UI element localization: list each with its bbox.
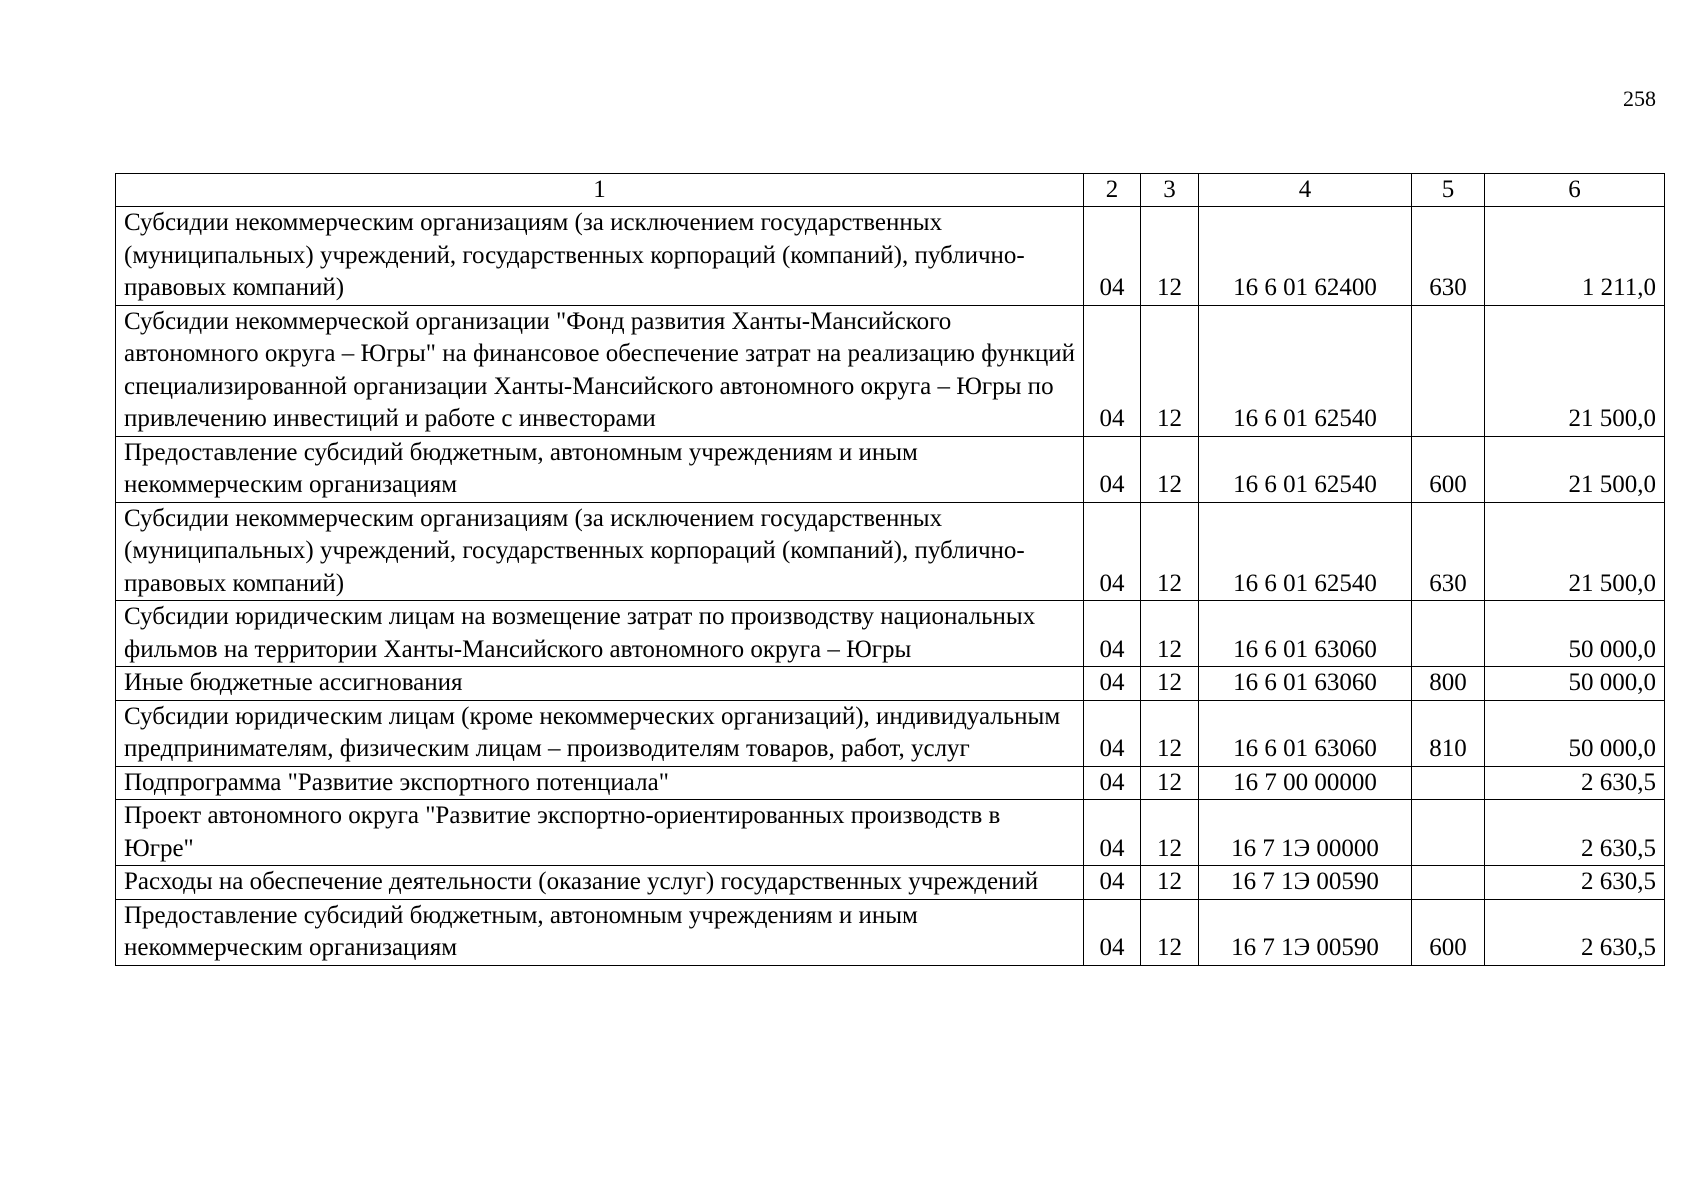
row-section: 04 [1084, 502, 1141, 601]
row-section: 04 [1084, 766, 1141, 800]
row-amount: 21 500,0 [1485, 436, 1665, 502]
row-target-article: 16 6 01 62540 [1199, 305, 1412, 436]
column-header: 4 [1199, 174, 1412, 207]
row-expense-type: 600 [1412, 899, 1485, 965]
row-amount: 50 000,0 [1485, 667, 1665, 701]
row-subsection: 12 [1141, 899, 1199, 965]
row-amount: 2 630,5 [1485, 899, 1665, 965]
table-row [116, 700, 1665, 766]
row-name: Предоставление субсидий бюджетным, автономным учреждениям и иным некоммерческим организациям [116, 436, 1084, 502]
row-subsection: 12 [1141, 766, 1199, 800]
row-amount: 21 500,0 [1485, 305, 1665, 436]
row-name: Субсидии юридическим лицам на возмещение затрат по производству национальных фильмов на территории Ханты-Мансийского автономного округа – Югры [116, 601, 1084, 667]
row-name: Расходы на обеспечение деятельности (оказание услуг) государственных учреждений [116, 866, 1084, 900]
row-section: 04 [1084, 866, 1141, 900]
row-subsection: 12 [1141, 436, 1199, 502]
row-target-article: 16 6 01 62540 [1199, 436, 1412, 502]
column-header: 3 [1141, 174, 1199, 207]
row-expense-type: 800 [1412, 667, 1485, 701]
table-row [116, 502, 1665, 601]
row-target-article: 16 6 01 62400 [1199, 207, 1412, 306]
table-row [116, 766, 1665, 800]
row-target-article: 16 6 01 63060 [1199, 601, 1412, 667]
row-section: 04 [1084, 305, 1141, 436]
table-row [116, 899, 1665, 965]
row-subsection: 12 [1141, 800, 1199, 866]
row-section: 04 [1084, 436, 1141, 502]
row-amount: 2 630,5 [1485, 866, 1665, 900]
row-expense-type: 600 [1412, 436, 1485, 502]
budget-table [115, 173, 1665, 966]
row-target-article: 16 7 1Э 00590 [1199, 899, 1412, 965]
row-target-article: 16 6 01 62540 [1199, 502, 1412, 601]
row-expense-type [1412, 800, 1485, 866]
row-expense-type: 630 [1412, 502, 1485, 601]
row-subsection: 12 [1141, 601, 1199, 667]
row-amount: 50 000,0 [1485, 700, 1665, 766]
row-name: Субсидии некоммерческим организациям (за исключением государственных (муниципальных) учреждений, государственных корпораций (компаний), публично-правовых компаний) [116, 207, 1084, 306]
table-row [116, 207, 1665, 306]
row-amount: 50 000,0 [1485, 601, 1665, 667]
row-amount: 2 630,5 [1485, 766, 1665, 800]
page-number: 258 [1623, 86, 1656, 111]
row-target-article: 16 7 00 00000 [1199, 766, 1412, 800]
row-expense-type [1412, 866, 1485, 900]
row-amount: 21 500,0 [1485, 502, 1665, 601]
row-subsection: 12 [1141, 700, 1199, 766]
table-row [116, 436, 1665, 502]
row-expense-type: 630 [1412, 207, 1485, 306]
row-target-article: 16 6 01 63060 [1199, 700, 1412, 766]
row-name: Иные бюджетные ассигнования [116, 667, 1084, 701]
column-header: 2 [1084, 174, 1141, 207]
row-subsection: 12 [1141, 305, 1199, 436]
row-target-article: 16 7 1Э 00000 [1199, 800, 1412, 866]
row-amount: 2 630,5 [1485, 800, 1665, 866]
row-name: Предоставление субсидий бюджетным, автономным учреждениям и иным некоммерческим организациям [116, 899, 1084, 965]
row-expense-type [1412, 305, 1485, 436]
row-section: 04 [1084, 667, 1141, 701]
row-name: Проект автономного округа "Развитие экспортно-ориентированных производств в Югре" [116, 800, 1084, 866]
row-section: 04 [1084, 700, 1141, 766]
row-expense-type: 810 [1412, 700, 1485, 766]
header-row [116, 174, 1665, 207]
row-target-article: 16 7 1Э 00590 [1199, 866, 1412, 900]
row-subsection: 12 [1141, 502, 1199, 601]
column-header: 1 [116, 174, 1084, 207]
row-name: Субсидии некоммерческой организации "Фонд развития Ханты-Мансийского автономного округа – Югры" на финансовое обеспечение затрат на реализацию функций специализированной организации Ханты-Мансийского автономного округа – Югры по привлечению инвестиций и работе с инвесторами [116, 305, 1084, 436]
row-amount: 1 211,0 [1485, 207, 1665, 306]
row-subsection: 12 [1141, 866, 1199, 900]
table-row [116, 601, 1665, 667]
row-section: 04 [1084, 800, 1141, 866]
table-row [116, 800, 1665, 866]
row-expense-type [1412, 601, 1485, 667]
table-row [116, 667, 1665, 701]
row-section: 04 [1084, 601, 1141, 667]
table-row [116, 305, 1665, 436]
row-subsection: 12 [1141, 207, 1199, 306]
row-section: 04 [1084, 207, 1141, 306]
table-row [116, 866, 1665, 900]
column-header: 5 [1412, 174, 1485, 207]
row-name: Субсидии юридическим лицам (кроме некоммерческих организаций), индивидуальным предпринимателям, физическим лицам – производителям товаров, работ, услуг [116, 700, 1084, 766]
table-header [116, 174, 1665, 207]
row-name: Субсидии некоммерческим организациям (за исключением государственных (муниципальных) учреждений, государственных корпораций (компаний), публично-правовых компаний) [116, 502, 1084, 601]
row-name: Подпрограмма "Развитие экспортного потенциала" [116, 766, 1084, 800]
column-header: 6 [1485, 174, 1665, 207]
row-target-article: 16 6 01 63060 [1199, 667, 1412, 701]
row-section: 04 [1084, 899, 1141, 965]
row-subsection: 12 [1141, 667, 1199, 701]
row-expense-type [1412, 766, 1485, 800]
